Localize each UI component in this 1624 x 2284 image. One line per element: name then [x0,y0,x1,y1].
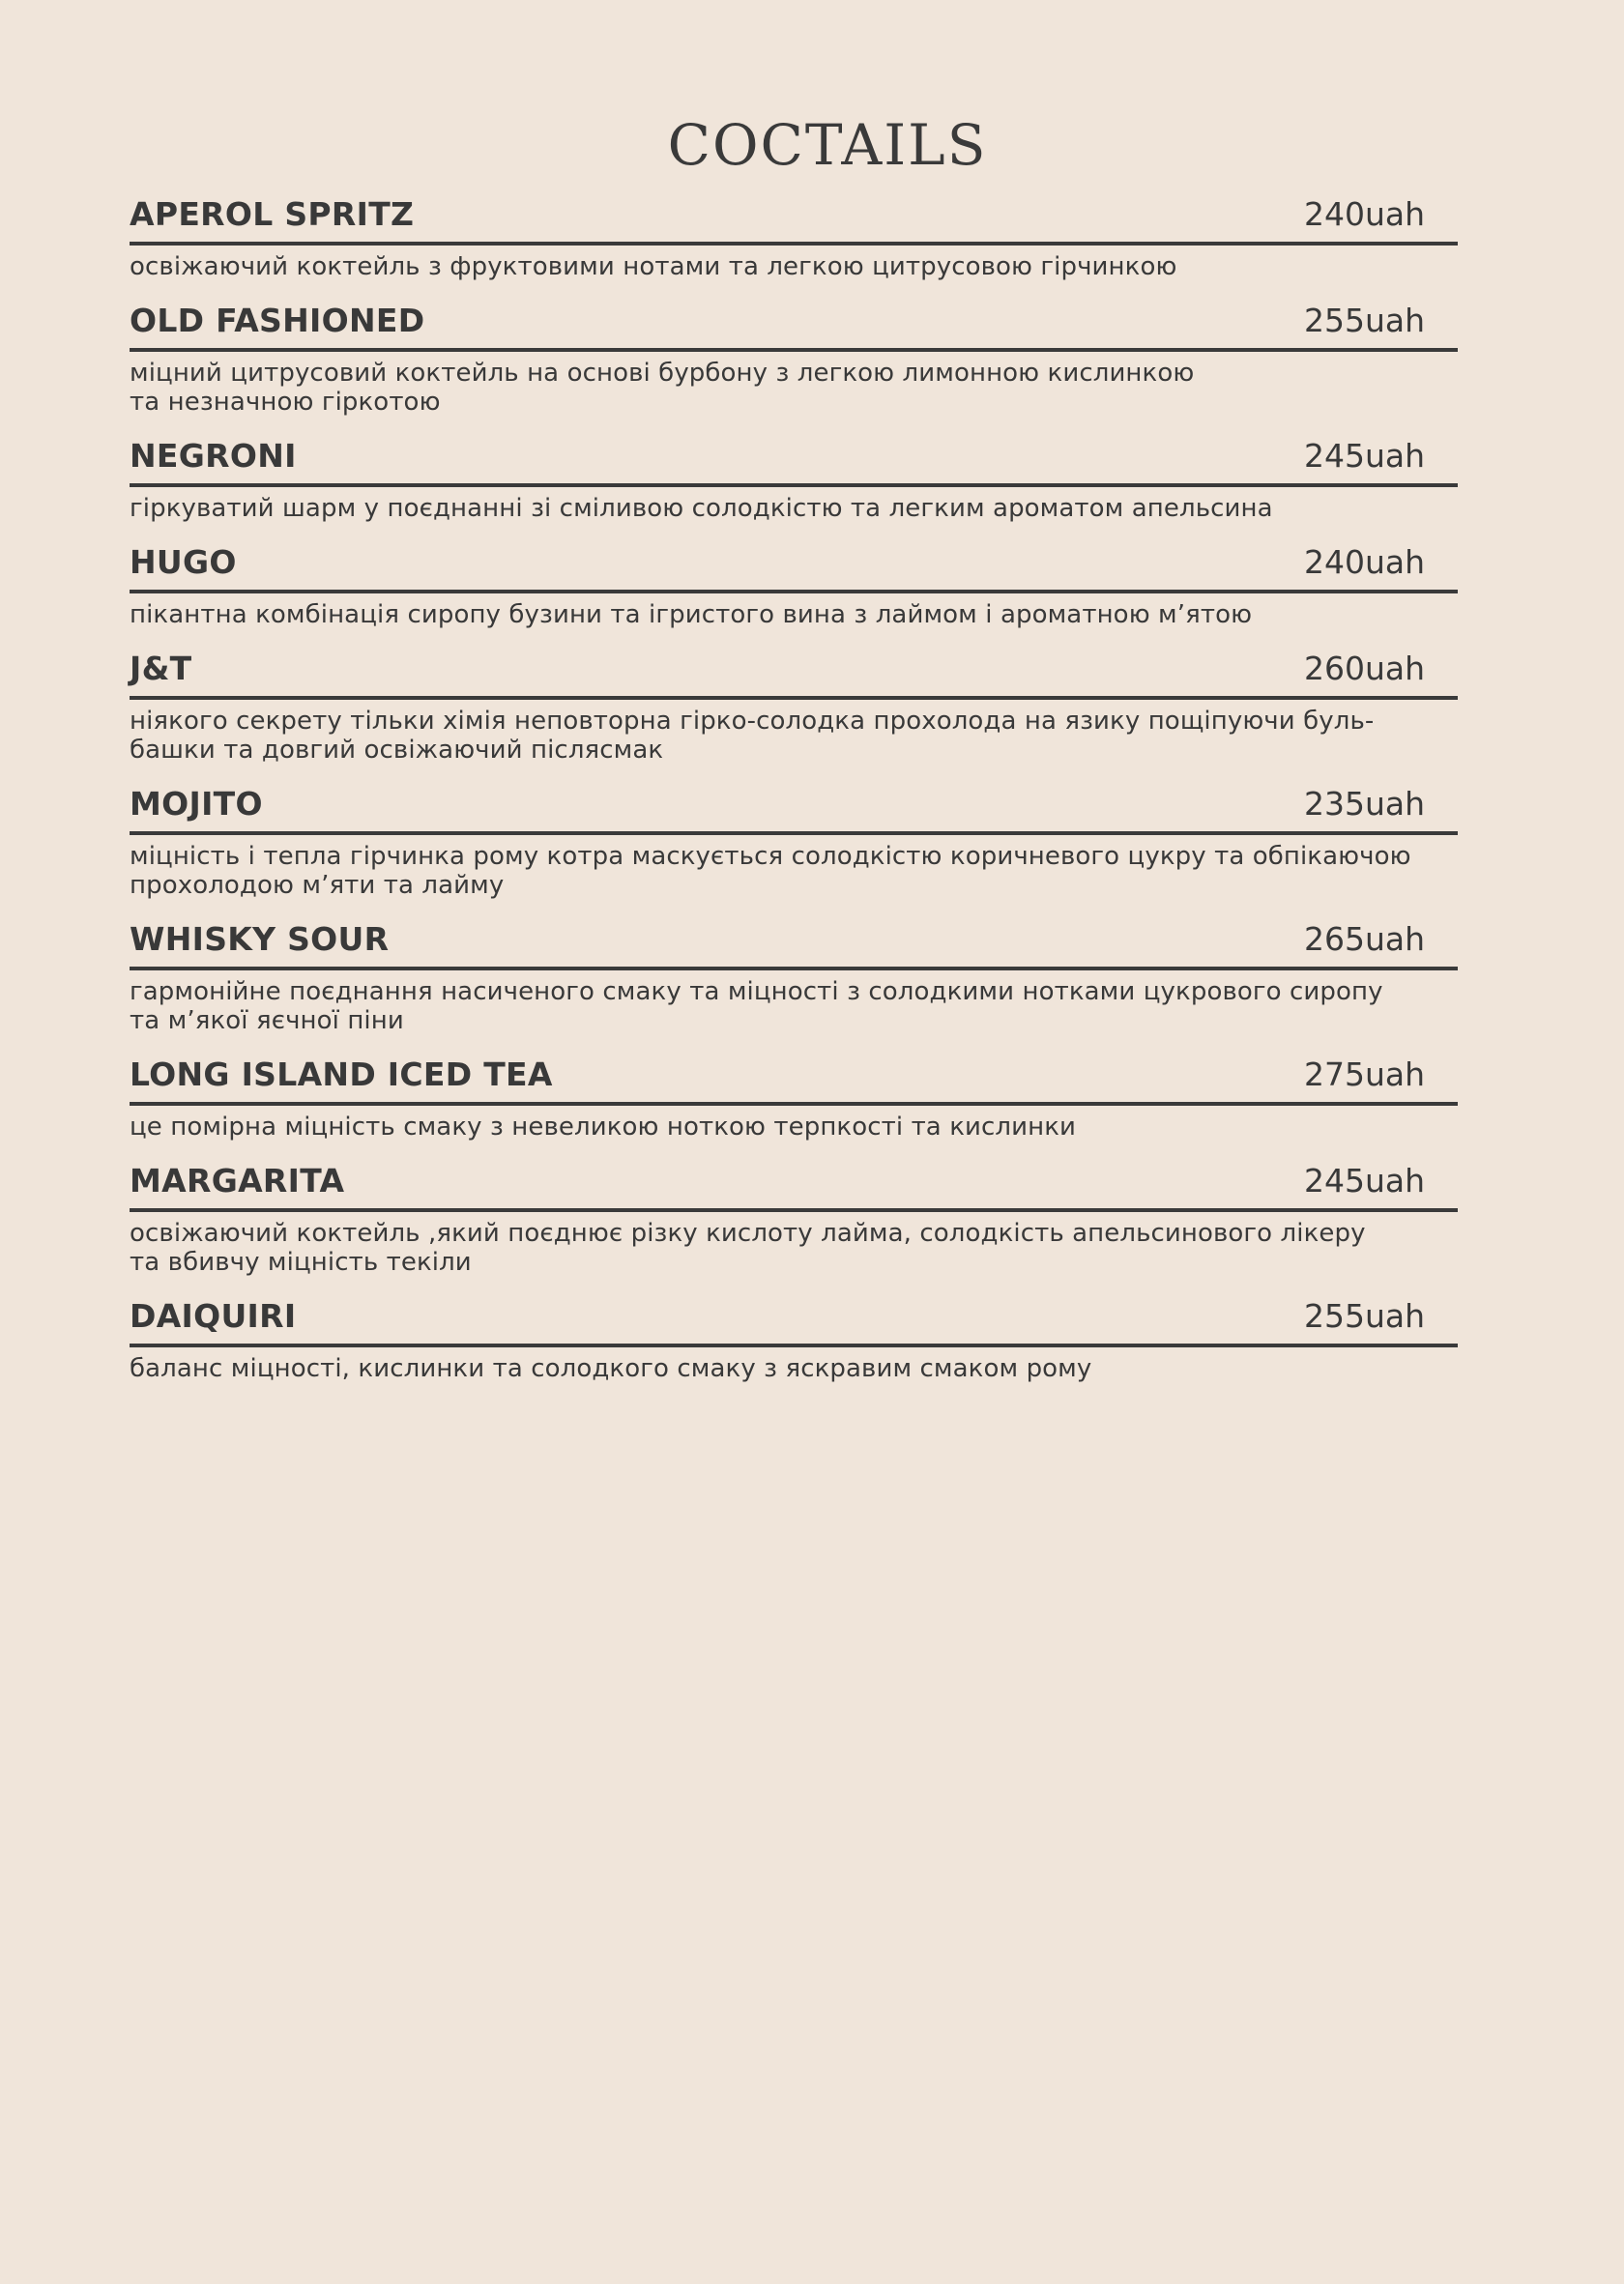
menu-item-price: 260uah [1303,650,1425,687]
menu-item-description-line: баланс міцності, кислинки та солодкого смаку з яскравим смаком рому [130,1354,1092,1383]
menu-item-description-line: міцність і тепла гірчинка рому котра маскується солодкістю коричневого цукру та обпікаючою [130,842,1411,871]
menu-item-description-line: освіжаючий коктейль ,який поєднює різку кислоту лайма, солодкість апельсинового лікеру [130,1219,1366,1248]
menu-item-name: NEGRONI [130,437,297,475]
menu-item-description [130,352,1458,427]
menu-item-description-line: башки та довгий освіжаючий післясмак [130,736,664,765]
menu-item-price: 275uah [1303,1055,1425,1093]
menu-item-header [130,911,1458,970]
menu-item-description-line: гармонійне поєднання насиченого смаку та міцності з солодкими нотками цукрового сиропу [130,977,1383,1006]
menu-item-name: HUGO [130,543,237,581]
menu-title: COCTAILS [667,112,988,178]
menu-item-description-line: та вбивчу міцність текіли [130,1248,472,1277]
menu-item-price: 265uah [1303,920,1425,958]
menu-item-description [130,593,1458,640]
menu-item-name: MOJITO [130,785,263,823]
menu-item-description [130,487,1458,534]
menu-item-price: 235uah [1303,785,1425,823]
menu-item-price: 245uah [1303,1162,1425,1200]
menu-item-description [130,1212,1458,1287]
menu-item-header [130,1046,1458,1106]
menu-item [130,640,1458,775]
menu-item [130,911,1458,1046]
menu-item-price: 255uah [1303,1297,1425,1335]
menu-item-header [130,1152,1458,1212]
menu-item-description-line: пікантна комбінація сиропу бузини та ігристого вина з лаймом і ароматною м’ятою [130,600,1253,629]
menu-item [130,534,1458,640]
menu-item-description-line: та незначною гіркотою [130,388,441,417]
menu-item-name: APEROL SPRITZ [130,195,415,233]
menu-item-description-line: прохолодою м’яти та лайму [130,871,505,900]
menu-item-description [130,835,1458,911]
menu-item-header [130,775,1458,835]
menu-item-price: 255uah [1303,302,1425,339]
menu-item-description-line: та м’якої яєчної піни [130,1006,404,1035]
menu-item-description [130,1347,1458,1394]
menu-item-header [130,1287,1458,1347]
menu-item-price: 245uah [1303,437,1425,475]
menu-item-description-line: гіркуватий шарм у поєднанні зі сміливою солодкістю та легким ароматом апельсина [130,494,1273,523]
menu-item-description [130,1106,1458,1152]
menu-item-header [130,292,1458,352]
menu-item-header [130,640,1458,700]
menu-item-name: MARGARITA [130,1162,345,1200]
menu-item [130,1287,1458,1394]
menu-item [130,775,1458,911]
menu-item-description-line: ніякого секрету тільки хімія неповторна гірко-солодка прохолода на язику пощіпуючи буль- [130,707,1375,736]
menu-item-name: J&T [130,650,192,687]
menu-item [130,292,1458,427]
menu-item-price: 240uah [1303,195,1425,233]
menu-item-description-line: міцний цитрусовий коктейль на основі бурбону з легкою лимонною кислинкою [130,359,1195,388]
menu-list [130,186,1458,1394]
menu-page [130,108,1458,1394]
menu-item-price: 240uah [1303,543,1425,581]
menu-item [130,1046,1458,1152]
menu-item-name: LONG ISLAND ICED TEA [130,1055,553,1093]
menu-item-description-line: освіжаючий коктейль з фруктовими нотами та легкою цитрусовою гірчинкою [130,252,1177,281]
menu-item-description [130,246,1458,292]
menu-item [130,1152,1458,1287]
menu-item [130,427,1458,534]
menu-item-description-line: це помірна міцність смаку з невеликою ноткою терпкості та кислинки [130,1113,1077,1142]
menu-item-name: WHISKY SOUR [130,920,390,958]
menu-item-name: OLD FASHIONED [130,302,425,339]
menu-item [130,186,1458,292]
menu-item-header [130,186,1458,246]
menu-item-header [130,427,1458,487]
menu-item-description [130,700,1458,775]
menu-item-header [130,534,1458,593]
menu-item-description [130,970,1458,1046]
menu-item-name: DAIQUIRI [130,1297,297,1335]
